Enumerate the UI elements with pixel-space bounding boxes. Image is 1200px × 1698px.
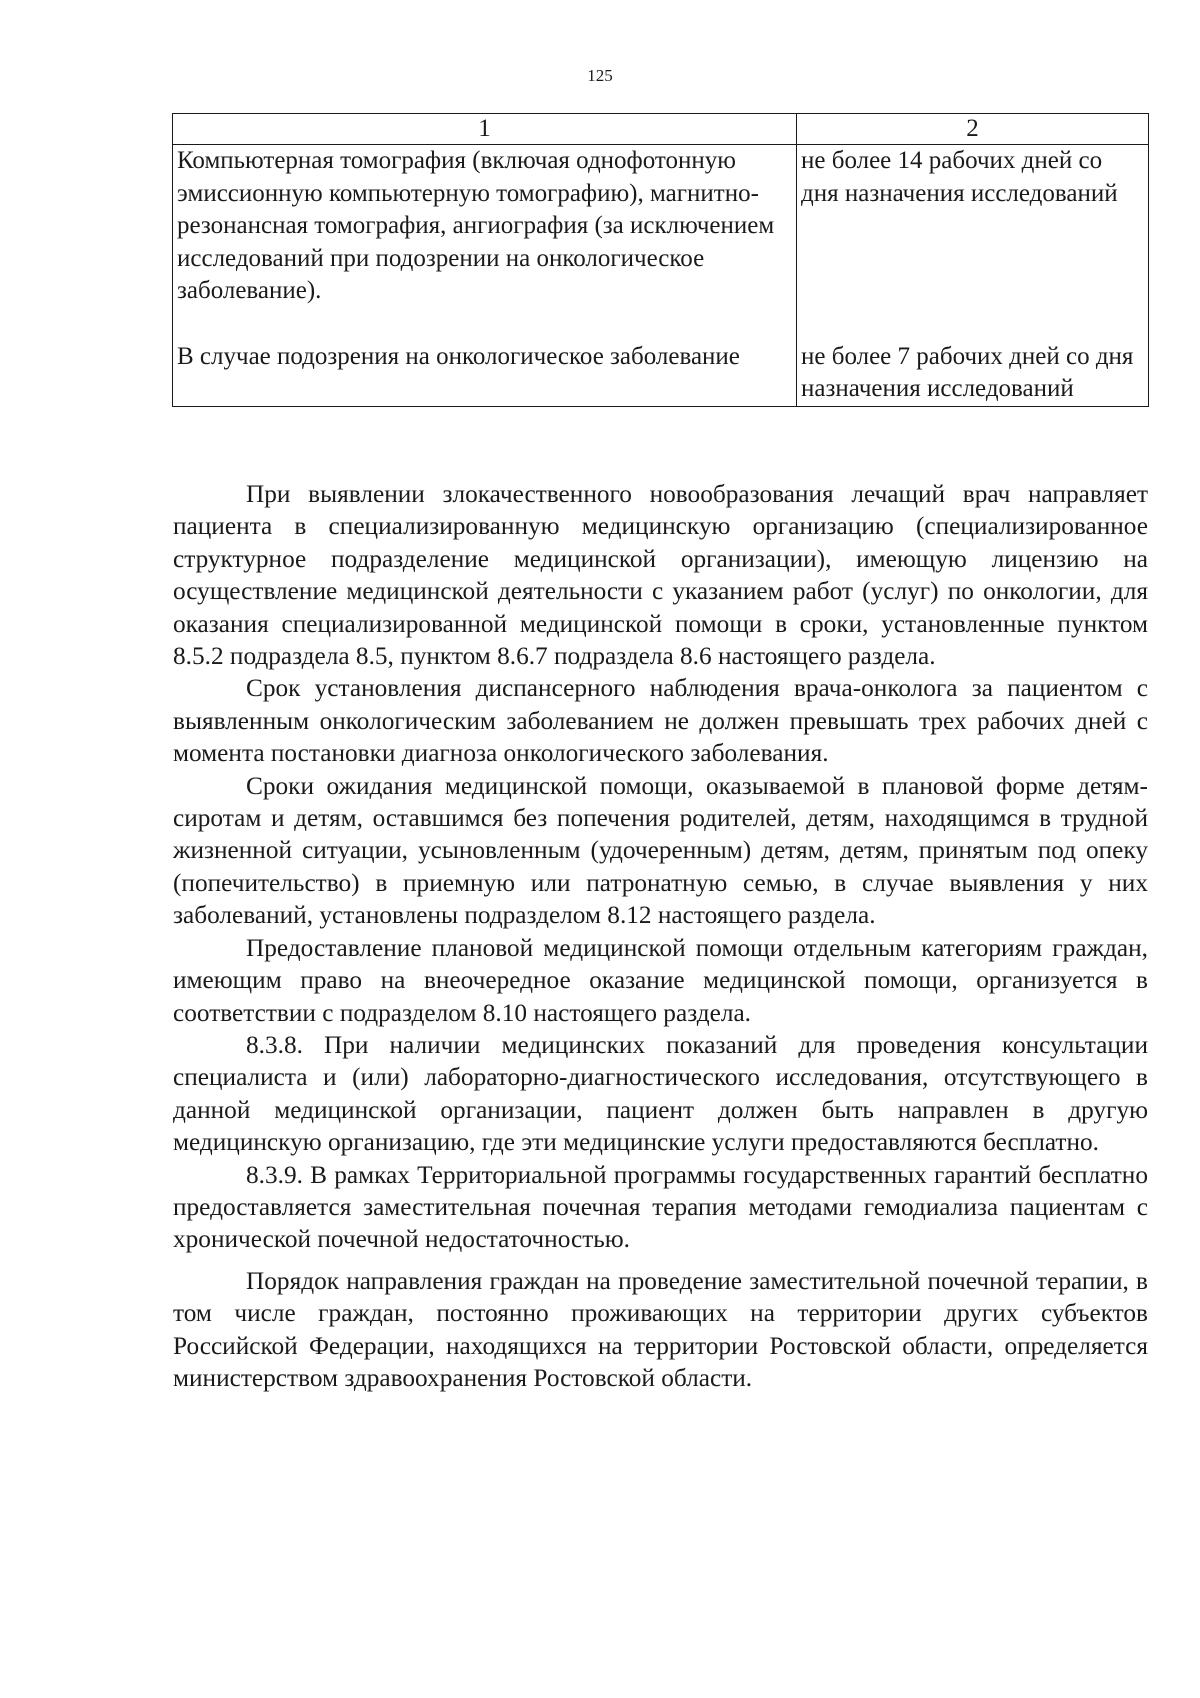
paragraph: 8.3.9. В рамках Территориальной программы государственных гарантий бесплатно предоставляется заместительная почечная терапия методами гемодиализа пациентам с хронической почечной недостаточностью. [173,1160,1148,1254]
waiting-times-table [172,113,1149,407]
page-number: 125 [587,66,613,85]
table-row [173,145,1149,406]
paragraph: Срок установления диспансерного наблюдения врача-онколога за пациентом с выявленным онкологическим заболеванием не должен превышать трех рабочих дней с момента постановки диагноза онкологического заболевания. [173,674,1148,768]
column-header: 2 [797,114,1149,145]
term-text: не более 7 рабочих дней со дня назначения исследований [801,342,1134,402]
table-cell-term [797,145,1149,406]
table-header-row [173,114,1149,145]
table-cell-service [173,145,797,406]
paragraph: При выявлении злокачественного новообразования лечащий врач направляет пациента в специализированную медицинскую организацию (специализированное структурное подразделение медицинской организации), имеющую лицензию на осуществление медицинской деятельности с указанием работ (услуг) по онкологии, для оказания специализированной медицинской помощи в сроки, установленные пунктом 8.5.2 подраздела 8.5, пунктом 8.6.7 подраздела 8.6 настоящего раздела. [173,480,1148,671]
paragraph: 8.3.8. При наличии медицинских показаний для проведения консультации специалиста и (или) лабораторно-диагностического исследования, отсутствующего в данной медицинской организации, пациент должен быть направлен в другую медицинскую организацию, где эти медицинские услуги предоставляются бесплатно. [173,1030,1148,1157]
service-text: В случае подозрения на онкологическое заболевание [177,342,740,370]
term-text: не более 14 рабочих дней со дня назначения исследований [801,147,1118,207]
paragraph: Порядок направления граждан на проведение заместительной почечной терапии, в том числе граждан, постоянно проживающих на территории других субъектов Российской Федерации, находящихся на территории Ростовской области, определяется министерством здравоохранения Ростовской области. [173,1266,1148,1392]
service-text: Компьютерная томография (включая однофотонную эмиссионную компьютерную томографию), магнитно-резонансная томография, ангиография (за исключением исследований при подозрении на онкологическое заболевание). [177,147,775,304]
paragraph: Сроки ожидания медицинской помощи, оказываемой в плановой форме детям-сиротам и детям, оставшимся без попечения родителей, детям, находящимся в трудной жизненной ситуации, усыновленным (удочеренным) детям, детям, принятым под опеку (попечительство) в приемную или патронатную семью, в случае выявления у них заболеваний, установлены подразделом 8.12 настоящего раздела. [173,771,1148,930]
body-text [173,478,1148,1394]
column-header: 1 [173,114,797,145]
paragraph: Предоставление плановой медицинской помощи отдельным категориям граждан, имеющим право на внеочередное оказание медицинской помощи, организуется в соответствии с подразделом 8.10 настоящего раздела. [173,933,1148,1027]
